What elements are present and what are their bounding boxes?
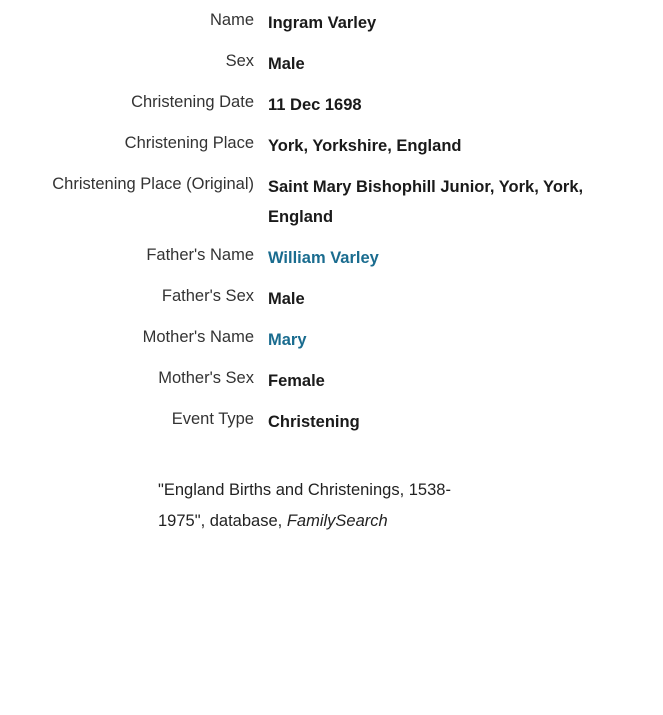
field-label-mothers-name: Mother's Name <box>142 328 254 346</box>
field-label-mothers-sex: Mother's Sex <box>158 369 254 387</box>
field-label-sex: Sex <box>225 52 254 70</box>
source-citation <box>0 475 488 537</box>
record-row-sex <box>0 49 663 79</box>
field-label-christening-date: Christening Date <box>131 93 254 111</box>
field-value-fathers-sex: Male <box>268 290 305 308</box>
field-value-christening-place-original: Saint Mary Bishophill Junior, York, York, England <box>268 178 584 226</box>
field-value-sex: Male <box>268 55 305 73</box>
record-row-christening-place-original <box>0 172 663 232</box>
field-value-name: Ingram Varley <box>268 14 377 32</box>
field-value-christening-date: 11 Dec 1698 <box>268 96 362 114</box>
field-label-christening-place-original: Christening Place (Original) <box>52 175 254 193</box>
record-row-fathers-sex <box>0 284 663 314</box>
field-label-christening-place: Christening Place <box>124 134 254 152</box>
citation-source: FamilySearch <box>286 512 388 530</box>
field-label-event-type: Event Type <box>171 410 254 428</box>
field-label-name: Name <box>209 11 254 29</box>
citation-text: "England Births and Christenings, 1538-1975", database, <box>158 481 451 530</box>
record-row-christening-place <box>0 131 663 161</box>
field-value-christening-place: York, Yorkshire, England <box>268 137 462 155</box>
field-value-fathers-name[interactable]: William Varley <box>268 249 379 267</box>
record-row-mothers-name <box>0 325 663 355</box>
field-value-mothers-sex: Female <box>268 372 325 390</box>
field-value-mothers-name[interactable]: Mary <box>268 331 307 349</box>
field-label-fathers-name: Father's Name <box>146 246 254 264</box>
field-label-fathers-sex: Father's Sex <box>161 287 254 305</box>
record-row-event-type <box>0 407 663 437</box>
field-value-event-type: Christening <box>268 413 360 431</box>
record-row-mothers-sex <box>0 366 663 396</box>
record-row-name <box>0 8 663 38</box>
record-row-christening-date <box>0 90 663 120</box>
record-row-fathers-name <box>0 243 663 273</box>
